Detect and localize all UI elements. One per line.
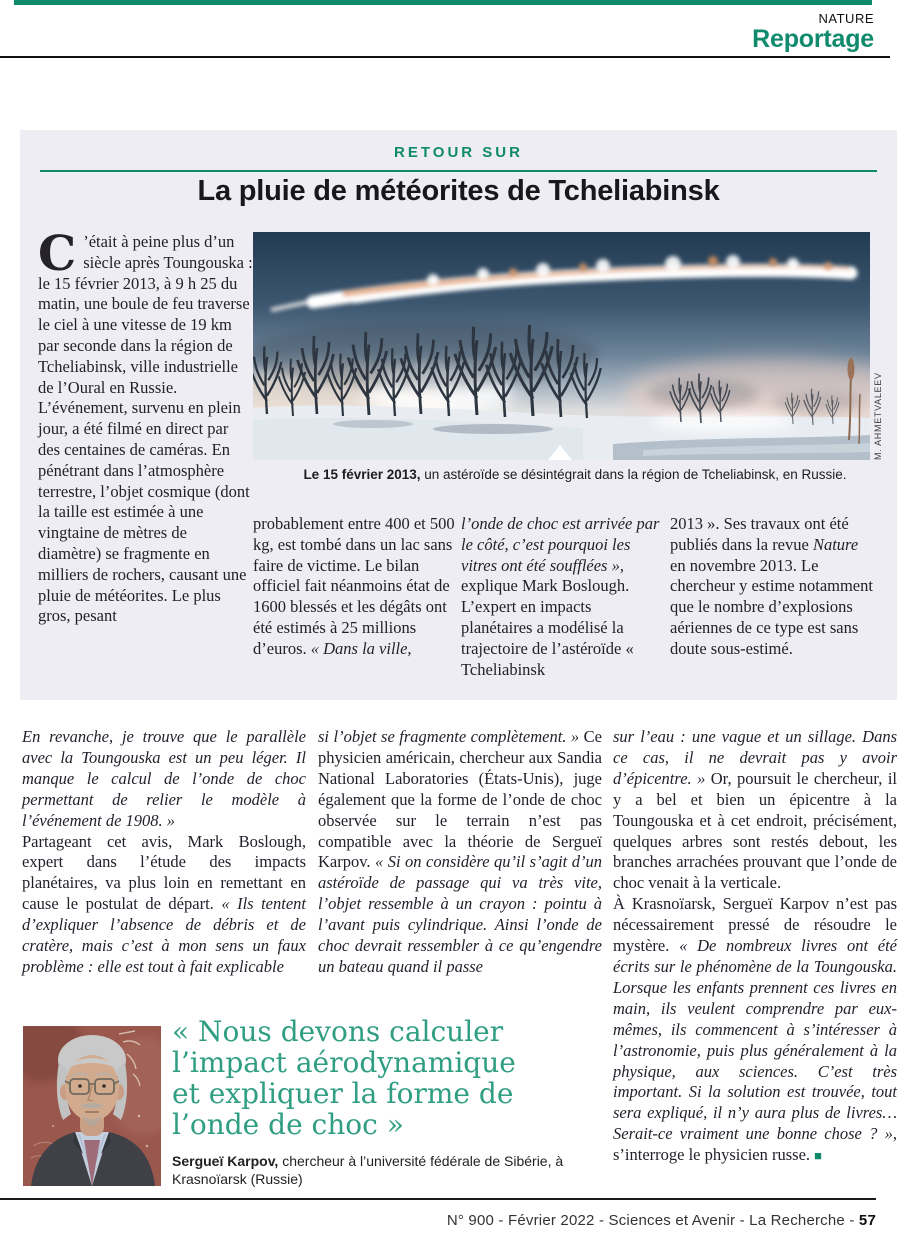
pull-quote-line: et expliquer la forme de bbox=[172, 1077, 514, 1110]
end-mark: ■ bbox=[814, 1148, 823, 1164]
pull-quote bbox=[172, 1016, 642, 1140]
footer-rule bbox=[0, 1198, 876, 1200]
body-text: , explique Mark Boslough. L’expert en impacts planétaires a modélisé la trajectoire de l’astéroïde « Tcheliabinsk bbox=[461, 555, 634, 679]
header-rule bbox=[0, 56, 890, 58]
body-text: 2013 ». Ses travaux ont été publiés dans la revue bbox=[670, 514, 849, 554]
eyebrow-retour-sur: RETOUR SUR bbox=[394, 144, 523, 161]
article-column-1 bbox=[22, 727, 306, 978]
quote-text: sur l’eau : une vague et un sillage. Dans ce cas, il ne devrait pas y avoir d’épicentre. » bbox=[613, 727, 897, 788]
pull-quote-line: l’impact aérodynamique bbox=[172, 1046, 516, 1079]
section-kicker: NATURE bbox=[818, 11, 874, 26]
pull-quote-line: « Nous devons calculer bbox=[172, 1015, 504, 1048]
page-number: 57 bbox=[858, 1212, 876, 1229]
photo-caption bbox=[253, 467, 897, 482]
box-column-3 bbox=[461, 514, 667, 680]
intro-column bbox=[38, 226, 254, 627]
section-title: Reportage bbox=[752, 25, 874, 53]
article-column-2 bbox=[318, 727, 602, 978]
article-column-3 bbox=[613, 727, 897, 1167]
feature-box bbox=[20, 130, 897, 700]
photo-credit: M. AHMETVALEEV bbox=[873, 372, 883, 460]
quote-text: l’onde de choc est arrivée par le côté, c’est pourquoi les vitres ont été soufflées » bbox=[461, 514, 660, 575]
author-name: Sergueï Karpov, bbox=[172, 1153, 279, 1169]
body-text: Ce physicien américain, chercheur aux Sandia National Laboratories (États-Unis), juge également que la forme de l’onde de choc observée sur le terrain n’est pas compatible avec la théorie de Sergueï Karpov. bbox=[318, 727, 602, 872]
box-column-2 bbox=[253, 514, 459, 660]
intro-paragraph bbox=[38, 226, 254, 627]
top-accent-bar bbox=[14, 0, 872, 5]
body-text: en novembre 2013. Le chercheur y estime notamment que le nombre d’explosions aériennes de ce type est sans doute sous-estimé. bbox=[670, 555, 873, 658]
caption-lead: Le 15 février 2013, bbox=[303, 467, 421, 482]
journal-name: Nature bbox=[812, 534, 859, 554]
body-text: probablement entre 400 et 500 kg, est tombé dans un lac sans faire de victime. Le bilan officiel fait néanmoins état de 1600 blessés et les dégâts ont été estimés à 25 millions d’euros. bbox=[253, 514, 455, 658]
quote-text: « Dans la ville, bbox=[310, 638, 412, 658]
body-text: Partageant cet avis, Mark Boslough, expert dans l’étude des impacts planétaires, va plus loin en remettant en cause le postulat de départ. bbox=[22, 831, 306, 914]
drop-cap: C bbox=[38, 226, 77, 282]
quote-text: « Si on considère qu’il s’agit d’un astéroïde de passage qui va très vite, l’objet ressemble à un crayon : pointu à l’avant puis cylindrique. Ainsi l’onde de choc devrait ressembler à ce qu’engendre un bateau quand il passe bbox=[318, 852, 602, 976]
body-text: , s’interroge le physicien russe. bbox=[613, 1124, 897, 1165]
pull-quote-line: l’onde de choc » bbox=[172, 1108, 404, 1141]
eyebrow-rule bbox=[40, 170, 877, 172]
quote-text: En revanche, je trouve que le parallèle avec la Toungouska est un peu léger. Il manque le calcul de l’onde de choc permettant de relier le modèle à l’événement de 1908. » bbox=[22, 727, 306, 830]
karpov-portrait bbox=[23, 1026, 161, 1186]
meteor-photo-illustration bbox=[253, 232, 870, 460]
author-role: chercheur à l’université fédérale de Sibérie, à Krasnoïarsk (Russie) bbox=[172, 1153, 564, 1187]
body-text: Or, poursuit le chercheur, il y a bel et bien un épicentre à la Toungouska et à cet endroit, précisément, quelques arbres sont restés debout, les branches arrachées prouvant que l’onde de choc venait à la verticale. bbox=[613, 768, 897, 893]
box-column-4 bbox=[670, 514, 876, 660]
page-footer bbox=[447, 1212, 876, 1229]
quote-text: « De nombreux livres ont été écrits sur le phénomène de la Toungouska. Lorsque les enfants prennent ces livres en main, ils veulent comprendre par eux-mêmes, ils commencent à s’intéresser à l’astronomie, puis plus généralement à la physique, aux sciences. C’est très important. Si la solution est trouvée, tout sera expliqué, il n’y aura plus de livres… Serait-ce vraiment une bonne chose ? » bbox=[613, 936, 897, 1144]
body-text: À Krasnoïarsk, Sergueï Karpov n’est pas nécessairement pressé de résoudre le mystère. bbox=[613, 894, 897, 956]
issue-info: N° 900 - Février 2022 - Sciences et Avenir - La Recherche - bbox=[446, 1212, 859, 1229]
meteor-photo bbox=[253, 232, 870, 460]
quote-text: si l’objet se fragmente complètement. » bbox=[318, 727, 580, 746]
article-title: La pluie de météorites de Tcheliabinsk bbox=[197, 175, 720, 207]
intro-text: ’était à peine plus d’un siècle après Toungouska : le 15 février 2013, à 9 h 25 du matin, une boule de feu traverse le ciel à une vitesse de 19 km par seconde dans la région de Tcheliabinsk, ville industrielle de l’Oural en Russie. L’événement, survenu en plein jour, a été filmé en direct par des centaines de caméras. En pénétrant dans l’atmosphère terrestre, l’objet cosmique (dont la taille est estimée à une vingtaine de mètres de diamètre) se fragmente en milliers de rochers, causant une pluie de météorites. Le plus gros, pesant bbox=[38, 232, 253, 626]
pull-quote-attribution bbox=[172, 1152, 602, 1188]
quote-text: « Ils tentent d’expliquer l’absence de débris et de cratère, mais c’est à mon sens un faux problème : elle est tout à fait explicable bbox=[22, 894, 306, 976]
portrait-illustration bbox=[23, 1026, 161, 1186]
caption-text: un astéroïde se désintégrait dans la région de Tcheliabinsk, en Russie. bbox=[420, 467, 847, 482]
